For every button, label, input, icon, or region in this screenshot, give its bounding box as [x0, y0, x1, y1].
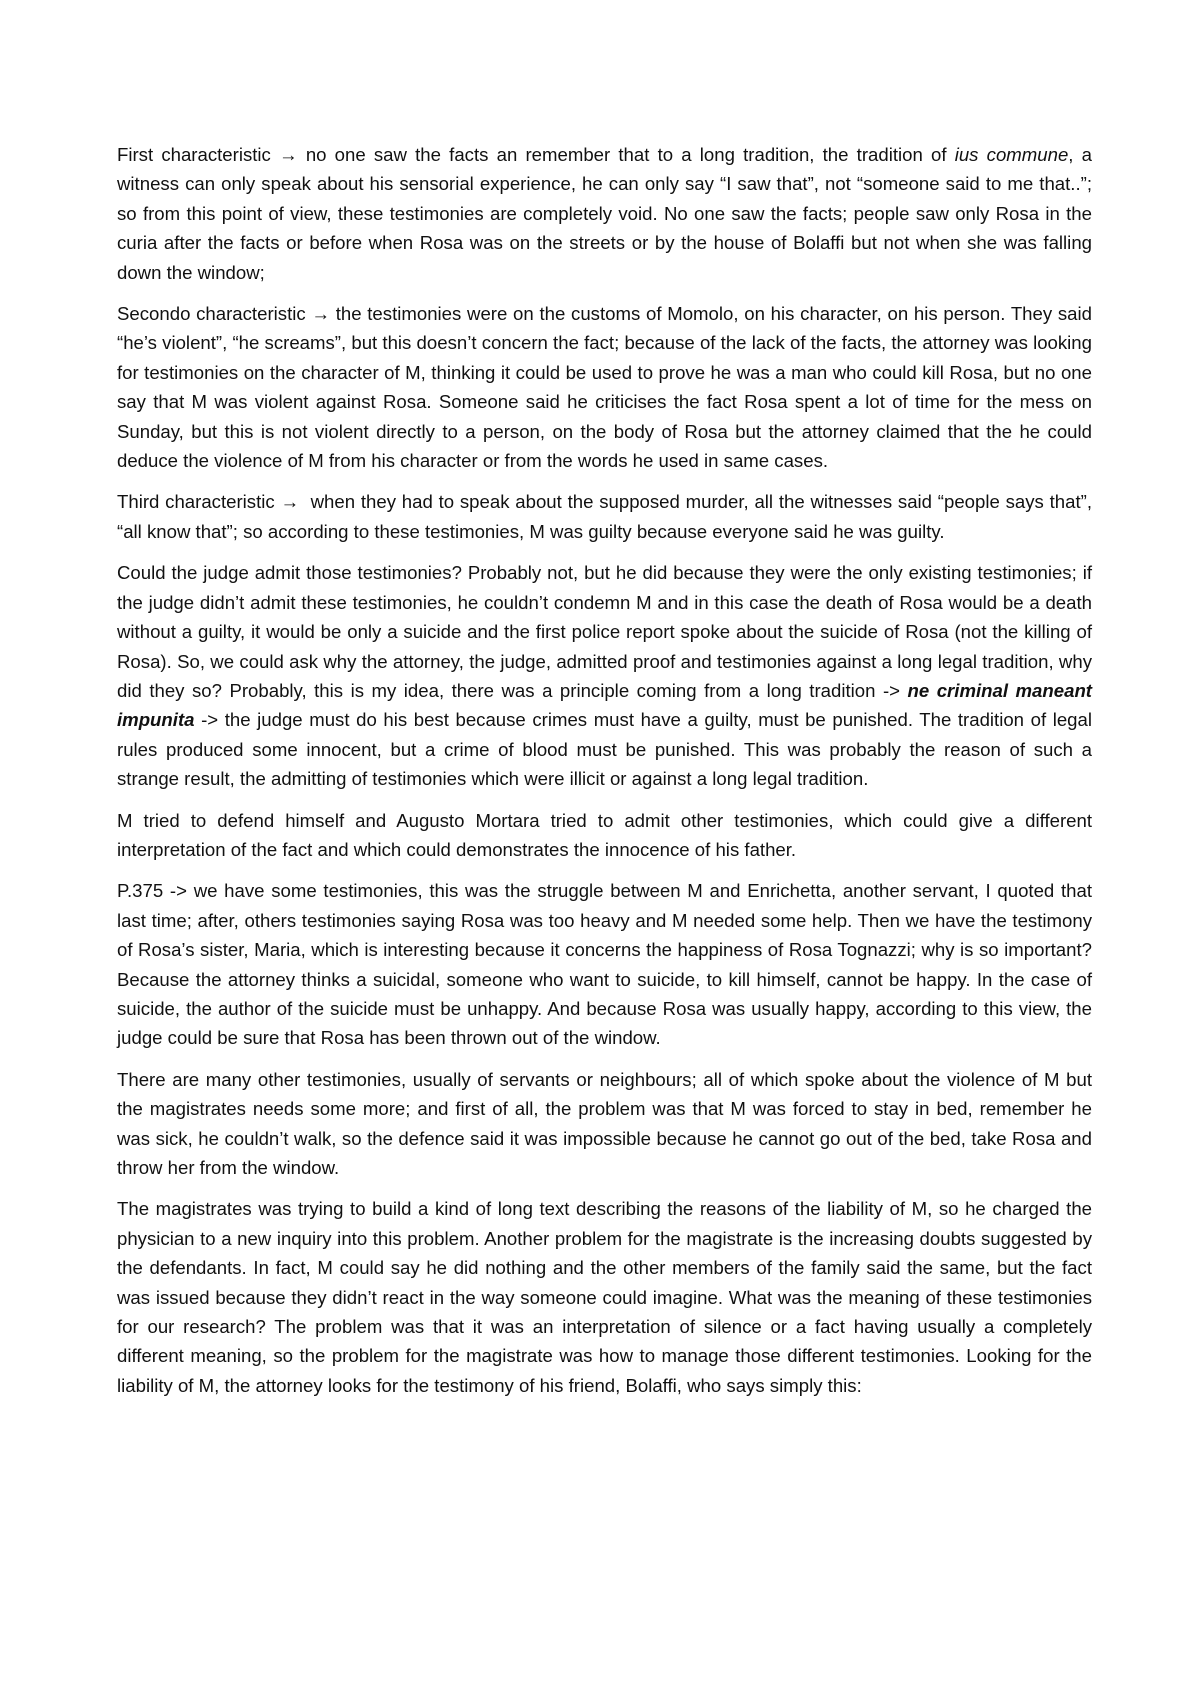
text-run: -> the judge must do his best because crimes must have a guilty, must be punished. The tradition of legal rules produced some innocent, but a crime of blood must be punished. This was probably the reason of such a strange result, the admitting of testimonies which were illicit or against a long legal tradition.: [117, 709, 1098, 790]
paragraph-other-testimonies: [117, 1065, 1098, 1183]
bold-italic-text-run: ne criminal maneant impunita: [117, 679, 1098, 731]
text-run: , a witness can only speak about his sensorial experience, he can only say “I saw that”, not “someone said to me that..”; so from this point of view, these testimonies are completely void. No one saw the facts; people saw only Rosa in the curia after the facts or before when Rosa was on the streets or by the house of Bolaffi but not when she was falling down the window;: [117, 144, 1098, 283]
text-run: P.375 -> we have some testimonies, this was the struggle between M and Enrichetta, another servant, I quoted that last time; after, others testimonies saying Rosa was too heavy and M needed some help. Then we have the testimony of Rosa’s sister, Maria, which is interesting because it concerns the happiness of Rosa Tognazzi; why is so important? Because the attorney thinks a suicidal, someone who want to suicide, to kill himself, cannot be happy. In the case of suicide, the author of the suicide must be unhappy. And because Rosa was usually happy, according to this view, the judge could be sure that Rosa has been thrown out of the window.: [117, 880, 1098, 1049]
text-run: First characteristic → no one saw the facts an remember that to a long tradition, the tradition of: [117, 144, 955, 165]
text-run: Third characteristic → when they had to speak about the supposed murder, all the witnesses said “people says that”, “all know that”; so according to these testimonies, M was guilty because everyone said he was guilty.: [117, 491, 1098, 542]
italic-text-run: ius commune: [954, 144, 1069, 165]
paragraph-p375: [117, 876, 1098, 1052]
text-run: There are many other testimonies, usually of servants or neighbours; all of which spoke about the violence of M but the magistrates needs some more; and first of all, the problem was that M was forced to stay in bed, remember he was sick, he couldn’t walk, so the defence said it was impossible because he cannot go out of the bed, take Rosa and throw her from the window.: [117, 1068, 1098, 1178]
paragraph-second-characteristic: [117, 299, 1098, 475]
text-run: The magistrates was trying to build a kind of long text describing the reasons of the liability of M, so he charged the physician to a new inquiry into this problem. Another problem for the magistrate is the increasing doubts suggested by the defendants. In fact, M could say he did nothing and the other members of the family said the same, but the fact was issued because they didn’t react in the way someone could imagine. What was the meaning of these testimonies for our research? The problem was that it was an interpretation of silence or a fact having usually a completely different meaning, so the problem for the magistrate was how to manage those different testimonies. Looking for the liability of M, the attorney looks for the testimony of his friend, Bolaffi, who says simply this:: [117, 1198, 1098, 1396]
text-run: M tried to defend himself and Augusto Mortara tried to admit other testimonies, which could give a different interpretation of the fact and which could demonstrates the innocence of his father.: [117, 809, 1098, 860]
text-run: Could the judge admit those testimonies? Probably not, but he did because they were the only existing testimonies; if the judge didn’t admit these testimonies, he couldn’t condemn M and in this case the death of Rosa would be a death without a guilty, it would be only a suicide and the first police report spoke about the suicide of Rosa (not the killing of Rosa). So, we could ask why the attorney, the judge, admitted proof and testimonies against a long legal tradition, why did they so? Probably, this is my idea, there was a principle coming from a long tradition ->: [117, 562, 1098, 701]
document-page: [117, 140, 1098, 1412]
paragraph-magistrates: [117, 1194, 1098, 1400]
paragraph-third-characteristic: [117, 487, 1098, 546]
paragraph-first-characteristic: [117, 140, 1098, 287]
paragraph-judge-admission: [117, 558, 1098, 793]
text-run: Secondo characteristic → the testimonies were on the customs of Momolo, on his character, on his person. They said “he’s violent”, “he screams”, but this doesn’t concern the fact; because of the lack of the facts, the attorney was looking for testimonies on the character of M, thinking it could be used to prove he was a man who could kill Rosa, but no one say that M was violent against Rosa. Someone said he criticises the fact Rosa spent a lot of time for the mess on Sunday, but this is not violent directly to a person, on the body of Rosa but the attorney claimed that the he could deduce the violence of M from his character or from the words he used in same cases.: [117, 303, 1098, 472]
paragraph-defence: [117, 806, 1098, 865]
